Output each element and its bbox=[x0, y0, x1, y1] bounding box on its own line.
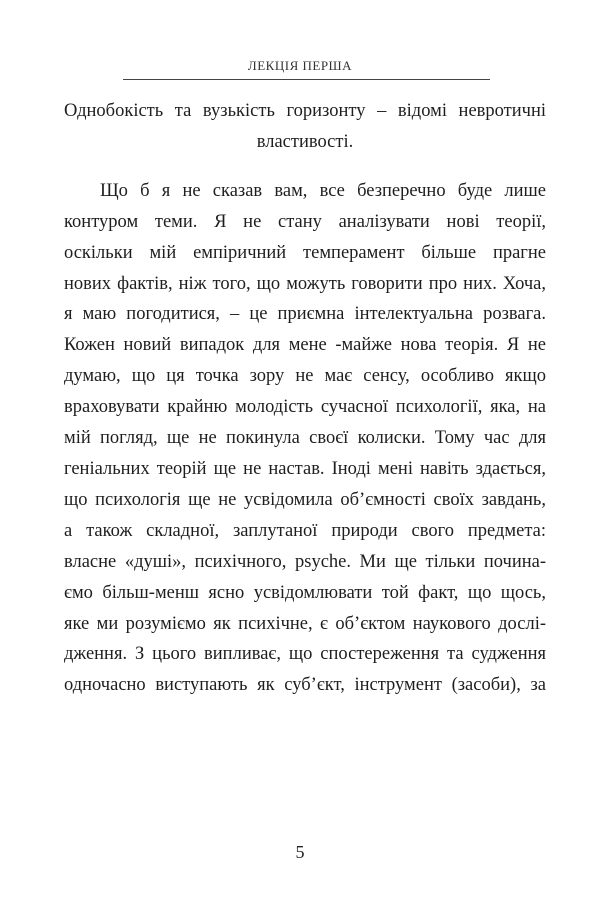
text-line: контуром теми. Я не стану аналізувати нові теорії, bbox=[64, 211, 546, 232]
paragraph-gap bbox=[64, 158, 546, 176]
text-line: нових фактів, ніж того, що можуть говорити про них. Хоча, bbox=[64, 273, 546, 294]
text-line: а також складної, заплутаної природи свого предмета: bbox=[64, 520, 546, 541]
text-line: я маю погодитися, – це приємна інтелектуальна розвага. bbox=[64, 304, 546, 325]
page-number: 5 bbox=[295, 842, 305, 862]
body-text bbox=[64, 96, 546, 701]
text-line: оскільки мій емпіричний темперамент більше прагне bbox=[64, 242, 546, 263]
text-line: геніальних теорій ще не настав. Іноді мені навіть здається, bbox=[64, 458, 546, 479]
text-line: яке ми розуміємо як психічне, є об’єктом наукового дослі- bbox=[64, 613, 546, 634]
text-line: власне «душі», психічного, psyche. Ми ще тільки почина- bbox=[64, 551, 546, 572]
text-line: думаю, що ця точка зору не має сенсу, особливо якщо bbox=[64, 366, 546, 387]
text-line: Що б я не сказав вам, все безперечно буде лише bbox=[100, 180, 546, 201]
header-rule bbox=[123, 79, 490, 80]
running-header: ЛЕКЦІЯ ПЕРША bbox=[247, 58, 353, 73]
text-line: що психологія ще не усвідомила об’ємності своїх завдань, bbox=[64, 489, 546, 510]
text-line: мій погляд, ще не покинула своєї колиски. Тому час для bbox=[64, 428, 546, 449]
text-line: одночасно виступають як суб’єкт, інструмент (засоби), за bbox=[64, 675, 546, 696]
text-line: Кожен новий випадок для мене -майже нова теорія. Я не bbox=[64, 335, 546, 356]
text-line: властивості. bbox=[256, 131, 354, 152]
text-line: враховувати крайню молодість сучасної психології, яка, на bbox=[64, 397, 546, 418]
text-line: дження. З цього випливає, що спостереження та судження bbox=[64, 644, 546, 665]
text-line: ємо більш-менш ясно усвідомлювати той факт, що щось, bbox=[64, 582, 546, 603]
text-line: Однобокість та вузькість горизонту – відомі невротичні bbox=[64, 101, 546, 121]
